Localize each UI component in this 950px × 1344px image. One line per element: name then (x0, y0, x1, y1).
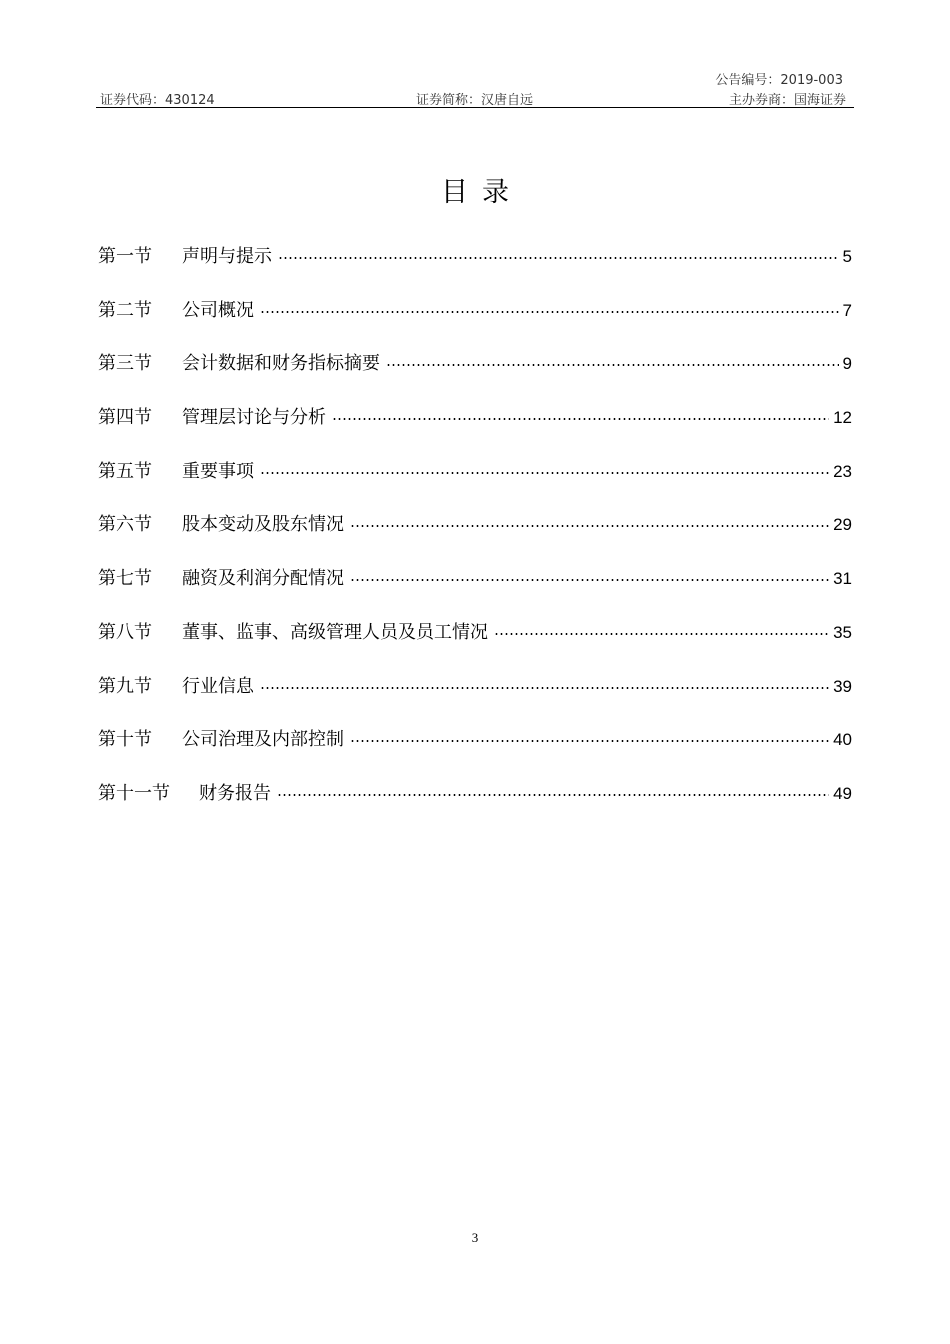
toc-leader (350, 525, 829, 527)
toc-title: 公司概况 (182, 299, 254, 321)
toc-page-number: 7 (842, 300, 852, 320)
toc-entry[interactable] (98, 779, 852, 833)
toc-entry[interactable] (98, 403, 852, 457)
toc-page-number: 49 (833, 783, 852, 803)
toc-title: 董事、监事、高级管理人员及员工情况 (182, 621, 488, 643)
toc-page-number: 23 (833, 461, 852, 481)
security-short-name: 证券简称：汉唐自远 (416, 93, 534, 108)
toc-page-number: 35 (833, 622, 852, 642)
toc-section-label: 第九节 (98, 675, 152, 697)
toc-section-label: 第三节 (98, 353, 152, 375)
toc-page-number: 5 (842, 247, 852, 266)
toc-entry[interactable] (98, 672, 852, 726)
toc-page-number: 29 (833, 515, 852, 535)
toc-entry[interactable] (98, 349, 852, 403)
toc-leader (350, 579, 829, 581)
toc-title: 管理层讨论与分析 (182, 407, 326, 429)
toc-section-label: 第四节 (98, 407, 152, 429)
toc-page-number: 12 (833, 408, 852, 428)
toc-leader (386, 364, 839, 366)
toc-section-label: 第十一节 (98, 782, 170, 804)
toc-section-label: 第七节 (98, 568, 152, 590)
page-number: 3 (471, 1230, 479, 1245)
toc-title: 股本变动及股东情况 (182, 514, 344, 536)
toc-leader (494, 633, 829, 635)
toc-section-label: 第五节 (98, 460, 152, 482)
toc-section-label: 第十节 (98, 729, 152, 751)
table-of-contents (98, 242, 852, 833)
toc-section-label: 第八节 (98, 621, 152, 643)
toc-entry[interactable] (98, 296, 852, 350)
toc-entry[interactable] (98, 618, 852, 672)
toc-section-label: 第二节 (98, 299, 152, 321)
toc-leader (332, 418, 829, 420)
toc-entry[interactable] (98, 457, 852, 511)
sponsor-broker: 主办券商：国海证券 (728, 93, 846, 108)
page-title: 目录 (441, 177, 523, 208)
security-code: 证券代码：430124 (100, 93, 215, 108)
toc-title: 财务报告 (199, 782, 271, 804)
toc-title: 重要事项 (182, 460, 254, 482)
header-divider (96, 107, 854, 108)
toc-section-label: 第一节 (98, 246, 152, 267)
toc-title: 公司治理及内部控制 (182, 729, 344, 751)
toc-section-label: 第六节 (98, 514, 152, 536)
toc-leader (277, 794, 829, 796)
toc-page-number: 40 (833, 730, 852, 750)
toc-leader (260, 472, 829, 474)
toc-title: 行业信息 (182, 675, 254, 697)
toc-leader (350, 740, 829, 742)
toc-entry[interactable] (98, 725, 852, 779)
toc-entry[interactable] (98, 564, 852, 618)
toc-title: 融资及利润分配情况 (182, 568, 344, 590)
toc-leader (278, 257, 839, 259)
toc-entry[interactable] (98, 510, 852, 564)
toc-leader (260, 311, 839, 313)
toc-page-number: 31 (833, 569, 852, 589)
toc-title: 声明与提示 (182, 246, 272, 267)
announcement-number: 公告编号：2019-003 (715, 73, 843, 88)
toc-leader (260, 687, 829, 689)
toc-entry[interactable] (98, 242, 852, 296)
toc-page-number: 39 (833, 676, 852, 696)
toc-page-number: 9 (842, 354, 852, 374)
toc-title: 会计数据和财务指标摘要 (182, 353, 380, 375)
